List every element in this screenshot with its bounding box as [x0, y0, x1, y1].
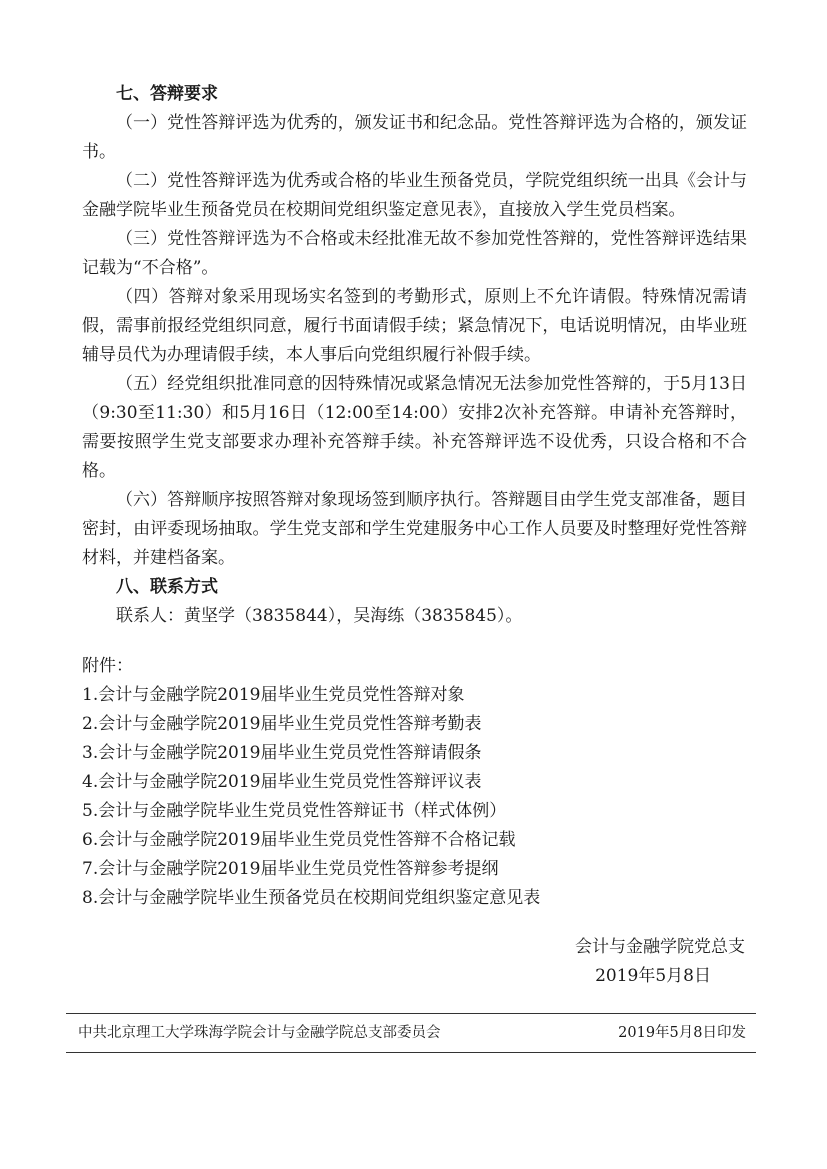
footer — [78, 1022, 746, 1044]
attachment-item: 3.会计与金融学院2019届毕业生党员党性答辩请假条 — [82, 743, 482, 763]
attachment-item: 6.会计与金融学院2019届毕业生党员党性答辩不合格记载 — [82, 830, 516, 850]
section-heading-requirements: 七、答辩要求 — [116, 84, 218, 104]
spacer — [82, 631, 747, 652]
footer-print-date: 2019年5月8日印发 — [618, 1025, 746, 1041]
section-heading-contact: 八、联系方式 — [116, 577, 218, 597]
attachment-list — [82, 652, 747, 913]
attachment-item: 8.会计与金融学院毕业生预备党员在校期间党组织鉴定意见表 — [82, 888, 541, 908]
paragraph-3: （三）党性答辩评选为不合格或未经批准无故不参加党性答辩的，党性答辩评选结果记载为“不合格”。 — [82, 229, 747, 278]
footer-issuer: 中共北京理工大学珠海学院会计与金融学院总支部委员会 — [78, 1025, 441, 1041]
paragraph-5: （五）经党组织批准同意的因特殊情况或紧急情况无法参加党性答辩的，于5月13日（9:30至11:30）和5月16日（12:00至14:00）安排2次补充答辩。申请补充答辩时，需要按照学生党支部要求办理补充答辩手续。补充答辩评选不设优秀，只设合格和不合格。 — [82, 374, 747, 481]
attachment-item: 7.会计与金融学院2019届毕业生党员党性答辩参考提纲 — [82, 859, 499, 879]
footer-rule-top — [66, 1013, 756, 1014]
attachment-title: 附件： — [82, 656, 133, 676]
signature-org: 会计与金融学院党总支 — [575, 937, 745, 957]
footer-rule-bottom — [66, 1052, 756, 1053]
attachment-item: 2.会计与金融学院2019届毕业生党员党性答辩考勤表 — [82, 714, 482, 734]
attachment-item: 4.会计与金融学院2019届毕业生党员党性答辩评议表 — [82, 772, 482, 792]
signature-date: 2019年5月8日 — [595, 966, 711, 986]
paragraph-2: （二）党性答辩评选为优秀或合格的毕业生预备党员，学院党组织统一出具《会计与金融学院毕业生预备党员在校期间党组织鉴定意见表》，直接放入学生党员档案。 — [82, 171, 747, 220]
paragraph-4: （四）答辩对象采用现场实名签到的考勤形式，原则上不允许请假。特殊情况需请假，需事前报经党组织同意，履行书面请假手续；紧急情况下，电话说明情况，由毕业班辅导员代为办理请假手续，本人事后向党组织履行补假手续。 — [82, 287, 747, 365]
attachment-item: 5.会计与金融学院毕业生党员党性答辩证书（样式体例） — [82, 801, 507, 821]
paragraph-6: （六）答辩顺序按照答辩对象现场签到顺序执行。答辩题目由学生党支部准备，题目密封，由评委现场抽取。学生党支部和学生党建服务中心工作人员要及时整理好党性答辩材料，并建档备案。 — [82, 490, 747, 568]
paragraph-1: （一）党性答辩评选为优秀的，颁发证书和纪念品。党性答辩评选为合格的，颁发证书。 — [82, 113, 747, 162]
document-body — [82, 80, 747, 991]
attachment-item: 1.会计与金融学院2019届毕业生党员党性答辩对象 — [82, 685, 465, 705]
contact-line: 联系人：黄坚学（3835844），吴海练（3835845）。 — [116, 606, 523, 626]
